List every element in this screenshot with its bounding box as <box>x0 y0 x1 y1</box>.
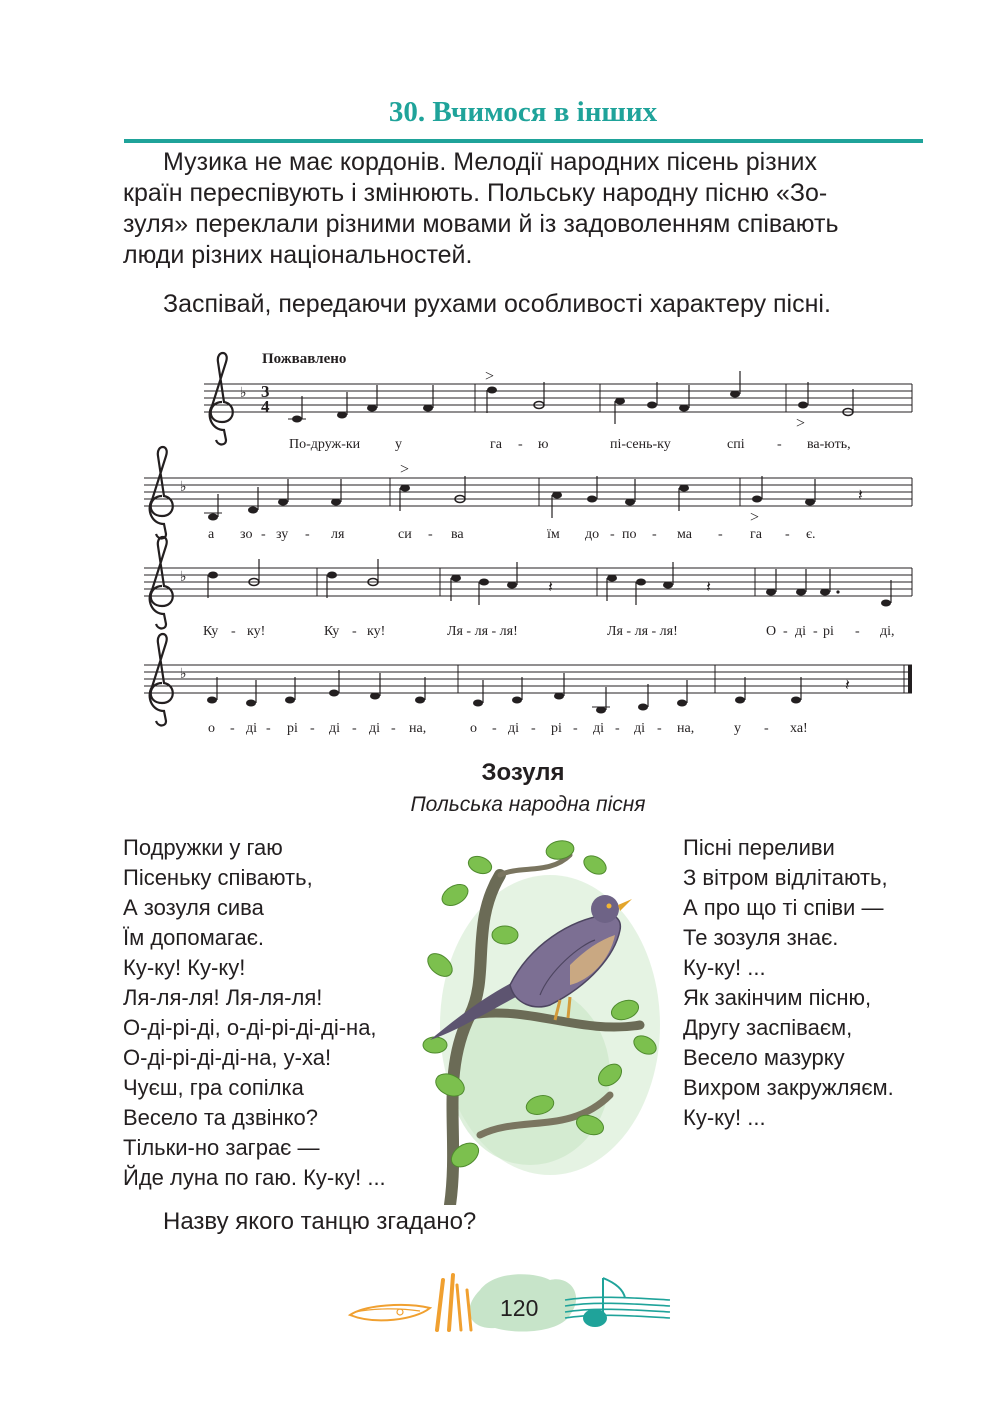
svg-text:-: - <box>764 721 769 736</box>
svg-text:рі: рі <box>287 721 298 736</box>
svg-text:>: > <box>485 368 495 385</box>
svg-text:а: а <box>208 527 215 542</box>
svg-text:ва-ють,: ва-ють, <box>807 437 851 452</box>
svg-text:𝄽: 𝄽 <box>845 677 850 694</box>
svg-text:га: га <box>750 527 762 542</box>
page-number: 120 <box>500 1295 539 1321</box>
svg-text:о: о <box>470 721 477 736</box>
verse-line: Ку-ку! ... <box>683 955 766 980</box>
svg-text:-: - <box>783 624 788 639</box>
svg-text:>: > <box>796 415 806 432</box>
verse-line: Як закінчим пісню, <box>683 985 872 1010</box>
svg-text:-: - <box>718 527 723 542</box>
verse-right <box>683 833 894 1133</box>
svg-text:їм: їм <box>547 527 560 542</box>
verse-line: Тільки-но заграє — <box>123 1135 320 1160</box>
svg-text:>: > <box>750 509 760 526</box>
lyrics-line-2 <box>208 527 816 542</box>
title-underline <box>124 139 923 143</box>
treble-clef-icon <box>150 634 173 726</box>
treble-clef-icon <box>150 537 173 629</box>
svg-text:По-друж-ки: По-друж-ки <box>289 437 361 452</box>
svg-text:по: по <box>622 527 637 542</box>
svg-text:𝄽: 𝄽 <box>548 579 553 596</box>
svg-text:у: у <box>395 437 402 452</box>
svg-text:є.: є. <box>806 527 816 542</box>
svg-text:-: - <box>652 527 657 542</box>
svg-text:𝄽: 𝄽 <box>706 579 711 596</box>
svg-text:>: > <box>400 461 410 478</box>
svg-text:-: - <box>573 721 578 736</box>
svg-text:ю: ю <box>538 437 549 452</box>
svg-text:-: - <box>777 437 782 452</box>
svg-text:ку!: ку! <box>367 624 386 639</box>
flat-icon: ♭ <box>180 480 187 495</box>
intro-line: країн переспівують і змінюють. Польську народну пісню «Зо- <box>123 179 828 207</box>
verse-line: Вихром закружляєм. <box>683 1075 894 1100</box>
verse-line: Те зозуля знає. <box>683 925 839 950</box>
svg-text:-: - <box>531 721 536 736</box>
tempo-marking: Пожвавлено <box>262 351 347 367</box>
intro-line: зуля» переклали різними мовами й із задоволенням співають <box>123 210 839 238</box>
svg-text:ді: ді <box>795 624 807 639</box>
svg-text:-: - <box>610 527 615 542</box>
staff-2 <box>144 447 912 539</box>
svg-text:ді: ді <box>246 721 258 736</box>
cuckoo-illustration <box>410 835 680 1205</box>
svg-text:-: - <box>518 437 523 452</box>
svg-text:Ку: Ку <box>203 624 219 639</box>
svg-text:ді: ді <box>593 721 605 736</box>
svg-text:ва: ва <box>451 527 464 542</box>
verse-line: Пісні переливи <box>683 835 835 860</box>
svg-text:-: - <box>231 624 236 639</box>
svg-text:ді,: ді, <box>880 624 895 639</box>
svg-text:-: - <box>352 624 357 639</box>
verse-line: Весело мазурку <box>683 1045 845 1070</box>
svg-text:Ля - ля - ля!: Ля - ля - ля! <box>447 624 518 639</box>
svg-text:у: у <box>734 721 741 736</box>
svg-text:-: - <box>813 624 818 639</box>
verse-line: Весело та дзвінко? <box>123 1105 319 1130</box>
verse-line: З вітром відлітають, <box>683 865 888 890</box>
intro-line: Музика не має кордонів. Мелодії народних пісень різних <box>163 148 817 176</box>
sheet-music <box>0 340 998 750</box>
verse-left <box>123 833 386 1193</box>
time-signature-bottom: 4 <box>261 397 270 416</box>
svg-text:-: - <box>261 527 266 542</box>
verse-line: Ля-ля-ля! Ля-ля-ля! <box>123 985 323 1010</box>
svg-text:-: - <box>230 721 235 736</box>
svg-text:ку!: ку! <box>247 624 266 639</box>
svg-text:га: га <box>490 437 502 452</box>
svg-text:-: - <box>492 721 497 736</box>
song-title: Зозуля <box>481 759 565 786</box>
svg-text:зу: зу <box>276 527 289 542</box>
lesson-title: 30. Вчимося в інших <box>388 96 658 128</box>
svg-text:-: - <box>310 721 315 736</box>
svg-text:спі: спі <box>727 437 745 452</box>
svg-text:-: - <box>615 721 620 736</box>
svg-text:до: до <box>585 527 600 542</box>
svg-text:на,: на, <box>677 721 695 736</box>
svg-text:ма: ма <box>677 527 692 542</box>
svg-text:ді: ді <box>369 721 381 736</box>
svg-text:ді: ді <box>634 721 646 736</box>
svg-text:ді: ді <box>329 721 341 736</box>
svg-text:-: - <box>266 721 271 736</box>
task-text: Заспівай, передаючи рухами особливості характеру пісні. <box>163 290 831 318</box>
lyrics-line-3 <box>203 624 895 639</box>
paint-brushes-icon <box>437 1275 471 1330</box>
verse-line: Їм допомагає. <box>123 925 265 950</box>
music-note-icon <box>565 1278 670 1318</box>
svg-text:-: - <box>855 624 860 639</box>
svg-text:о: о <box>208 721 215 736</box>
verse-line: Ку-ку! ... <box>683 1105 766 1130</box>
staff-3 <box>144 537 912 629</box>
svg-text:пі-сень-ку: пі-сень-ку <box>610 437 671 452</box>
verse-line: Чуєш, гра сопілка <box>123 1075 304 1100</box>
intro-line: люди різних національностей. <box>123 241 473 269</box>
flat-icon: ♭ <box>180 667 187 682</box>
lyrics-line-1 <box>289 437 851 452</box>
svg-text:-: - <box>785 527 790 542</box>
treble-clef-icon <box>150 447 173 539</box>
svg-text:на,: на, <box>409 721 427 736</box>
svg-text:рі: рі <box>823 624 834 639</box>
svg-text:ля: ля <box>331 527 345 542</box>
svg-text:О: О <box>766 624 777 639</box>
svg-text:-: - <box>391 721 396 736</box>
staff-4 <box>144 634 912 726</box>
svg-text:Ля - ля - ля!: Ля - ля - ля! <box>607 624 678 639</box>
intro-paragraph <box>123 147 923 271</box>
verse-line: А зозуля сива <box>123 895 264 920</box>
svg-text:рі: рі <box>551 721 562 736</box>
flat-icon: ♭ <box>180 570 187 585</box>
question-text: Назву якого танцю згадано? <box>163 1208 477 1235</box>
svg-text:Ку: Ку <box>324 624 340 639</box>
svg-text:-: - <box>657 721 662 736</box>
verse-line: Ку-ку! Ку-ку! <box>123 955 246 980</box>
time-signature-top: 3 <box>261 382 270 401</box>
verse-line: О-ді-рі-ді-ді-на, у-ха! <box>123 1045 332 1070</box>
song-subtitle: Польська народна пісня <box>410 793 646 816</box>
svg-text:-: - <box>428 527 433 542</box>
flat-icon: ♭ <box>240 386 247 401</box>
lyrics-line-4 <box>208 721 808 736</box>
treble-clef-icon <box>210 353 233 445</box>
verse-line: Йде луна по гаю. Ку-ку! ... <box>123 1165 386 1190</box>
svg-text:си: си <box>398 527 412 542</box>
verse-line: О-ді-рі-ді, о-ді-рі-ді-ді-на, <box>123 1015 377 1040</box>
verse-line: Пісеньку співають, <box>123 865 313 890</box>
svg-text:ді: ді <box>508 721 520 736</box>
svg-text:𝄽: 𝄽 <box>858 487 863 504</box>
verse-line: Другу заспіваєм, <box>683 1015 853 1040</box>
svg-text:-: - <box>305 527 310 542</box>
svg-text:зо: зо <box>240 527 253 542</box>
verse-line: Подружки у гаю <box>123 835 283 860</box>
svg-text:ха!: ха! <box>790 721 808 736</box>
svg-text:-: - <box>352 721 357 736</box>
verse-line: А про що ті співи — <box>683 895 884 920</box>
